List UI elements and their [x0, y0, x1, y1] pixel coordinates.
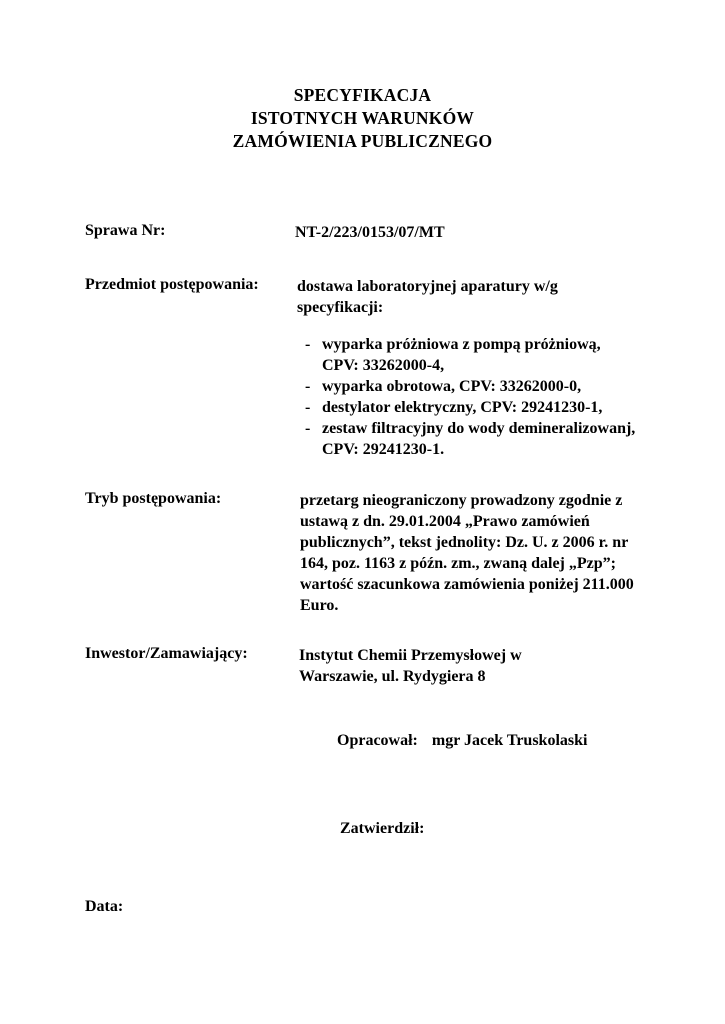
dash-bullet: - — [305, 420, 311, 437]
procedure-label: Tryb postępowania: — [85, 490, 222, 507]
investor-value: Instytut Chemii Przemysłowej w Warszawie, ul. Rydygiera 8 — [299, 647, 522, 685]
procedure-value: przetarg nieograniczony prowadzony zgodnie z ustawą z dn. 29.01.2004 „Prawo zamówień publicznych”, tekst jednolity: Dz. U. z 2006 r. nr 164, poz. 1163 z późn. zm., zwaną dalej „Pzp”; wartość szacunkowa zamówienia poniżej 211.000 Euro. — [300, 492, 634, 614]
title-line-1: SPECYFIKACJA — [293, 85, 432, 105]
title-line-2: ISTOTNYCH WARUNKÓW — [250, 108, 475, 128]
document-title — [0, 84, 725, 153]
investor-label: Inwestor/Zamawiający: — [85, 645, 248, 662]
title-line-3: ZAMÓWIENIA PUBLICZNEGO — [232, 131, 493, 151]
list-item — [305, 418, 640, 460]
list-item-text: wyparka próżniowa z pompą próżniową, CPV: 33262000-4, — [322, 336, 601, 374]
list-item-text: zestaw filtracyjny do wody demineralizowanj, CPV: 29241230-1. — [322, 420, 636, 458]
subject-label: Przedmiot postępowania: — [85, 276, 259, 293]
date-label: Data: — [85, 898, 124, 915]
list-item — [305, 334, 640, 376]
list-item — [305, 376, 640, 397]
prepared-by-label: Opracował: — [337, 732, 418, 749]
dash-bullet: - — [305, 378, 311, 395]
list-item — [305, 397, 640, 418]
approved-by-label: Zatwierdził: — [340, 820, 425, 837]
case-number-value: NT-2/223/0153/07/MT — [295, 224, 445, 241]
list-item-text: destylator elektryczny, CPV: 29241230-1, — [322, 399, 603, 416]
case-number-label: Sprawa Nr: — [85, 222, 166, 239]
dash-bullet: - — [305, 399, 311, 416]
prepared-by-value: mgr Jacek Truskolaski — [431, 732, 588, 749]
subject-intro: dostawa laboratoryjnej aparatury w/g specyfikacji: — [297, 278, 558, 316]
subject-item-list — [305, 334, 640, 460]
prepared-by-line — [337, 732, 587, 750]
dash-bullet: - — [305, 336, 311, 353]
list-item-text: wyparka obrotowa, CPV: 33262000-0, — [322, 378, 582, 395]
